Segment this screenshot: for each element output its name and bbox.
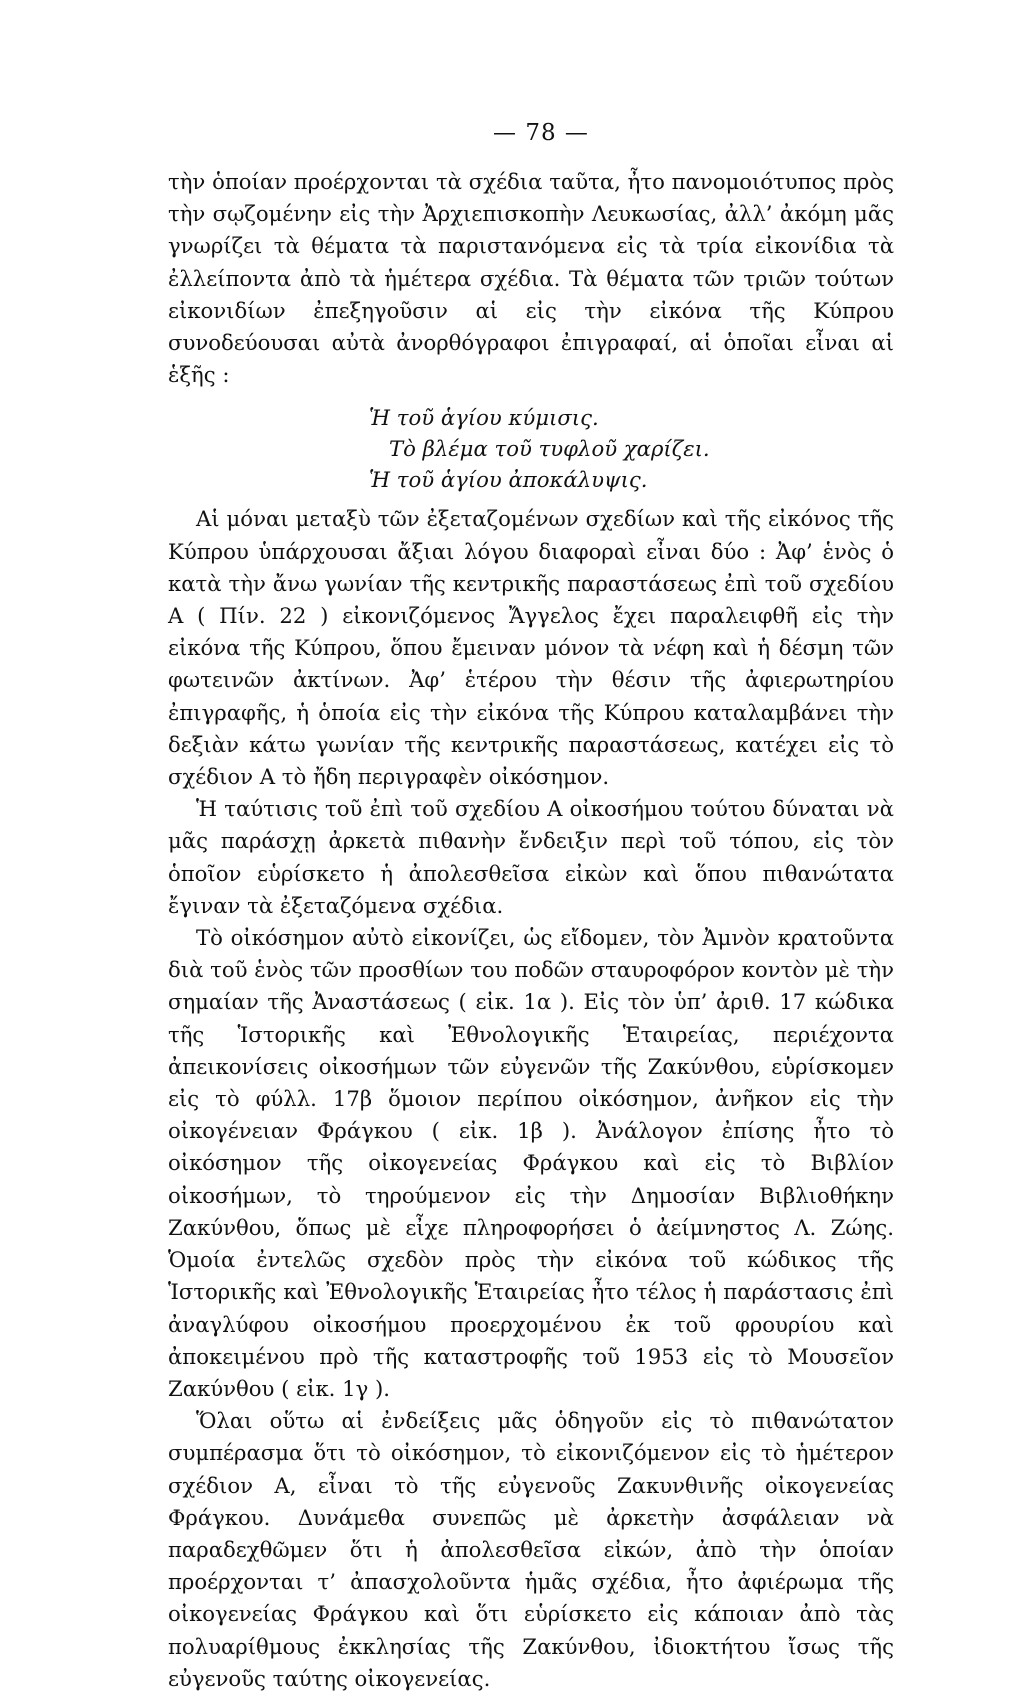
paragraph-1: τὴν ὁποίαν προέρχονται τὰ σχέδια ταῦτα, ἦτο πανομοιότυπος πρὸς τὴν σῳζομένην εἰς τὴν Ἀρχιεπισκοπὴν Λευκωσίας, ἀλλ’ ἀκόμη μᾶς γνωρίζει τὰ θέματα τὰ παριστανόμενα εἰς τὰ τρία εἰκονίδια τὰ ἐλλείποντα ἀπὸ τὰ ἡμέτερα σχέδια. Τὰ θέματα τῶν τριῶν τούτων εἰκονιδίων ἐπεξηγοῦσιν αἱ εἰς τὴν εἰκόνα τῆς Κύπρου συνοδεύουσαι αὐτὰ ἀνορθόγραφοι ἐπιγραφαί, αἱ ὁποῖαι εἶναι αἱ ἑξῆς :	[168, 169, 894, 388]
paragraph-3: Ἡ ταύτισις τοῦ ἐπὶ τοῦ σχεδίου Α οἰκοσήμου τούτου δύναται νὰ μᾶς παράσχῃ ἀρκετὰ πιθανὴν ἔνδειξιν περὶ τοῦ τόπου, εἰς τὸν ὁποῖον εὑρίσκετο ἡ ἀπολεσθεῖσα εἰκὼν καὶ ὅπου πιθανώτατα ἔγιναν τὰ ἐξεταζόμενα σχέδια.	[168, 796, 894, 918]
inscription-3: Ἡ τοῦ ἁγίου ἀποκάλυψις.	[369, 467, 648, 493]
inscription-2: Τὸ βλέμα τοῦ τυφλοῦ χαρίζει.	[389, 436, 710, 462]
paragraph-2: Αἱ μόναι μεταξὺ τῶν ἐξεταζομένων σχεδίων καὶ τῆς εἰκόνος τῆς Κύπρου ὑπάρχουσαι ἄξιαι λόγου διαφοραὶ εἶναι δύο : Ἀφ’ ἑνὸς ὁ κατὰ τὴν ἄνω γωνίαν τῆς κεντρικῆς παραστάσεως ἐπὶ τοῦ σχεδίου Α ( Πίν. 22 ) εἰκονιζόμενος Ἄγγελος ἔχει παραλειφθῆ εἰς τὴν εἰκόνα τῆς Κύπρου, ὅπου ἔμειναν μόνον τὰ νέφη καὶ ἡ δέσμη τῶν φωτεινῶν ἀκτίνων. Ἀφ’ ἑτέρου τὴν θέσιν τῆς ἀφιερωτηρίου ἐπιγραφῆς, ἡ ὁποία εἰς τὴν εἰκόνα τῆς Κύπρου καταλαμβάνει τὴν δεξιὰν κάτω γωνίαν τῆς κεντρικῆς παραστάσεως, κατέχει εἰς τὸ σχέδιον Α τὸ ἤδη περιγραφὲν οἰκόσημον.	[168, 506, 894, 790]
paragraph-5: Ὅλαι οὕτω αἱ ἐνδείξεις μᾶς ὁδηγοῦν εἰς τὸ πιθανώτατον συμπέρασμα ὅτι τὸ οἰκόσημον, τὸ εἰκονιζόμενον εἰς τὸ ἡμέτερον σχέδιον Α, εἶναι τὸ τῆς εὐγενοῦς Ζακυνθινῆς οἰκογενείας Φράγκου. Δυνάμεθα συνεπῶς μὲ ἀρκετὴν ἀσφάλειαν νὰ παραδεχθῶμεν ὅτι ἡ ἀπολεσθεῖσα εἰκών, ἀπὸ τὴν ὁποίαν προέρχονται τ’ ἀπασχολοῦντα ἡμᾶς σχέδια, ἦτο ἀφιέρωμα τῆς οἰκογενείας Φράγκου καὶ ὅτι εὑρίσκετο εἰς κάποιαν ἀπὸ τὰς πολυαρίθμους ἐκκλησίας τῆς Ζακύνθου, ἰδιοκτήτου ἴσως τῆς εὐγενοῦς ταύτης οἰκογενείας.	[168, 1408, 894, 1691]
inscription-1: Ἡ τοῦ ἁγίου κύμισις.	[369, 405, 599, 431]
book-page	[168, 120, 894, 1695]
paragraph-4: Τὸ οἰκόσημον αὐτὸ εἰκονίζει, ὡς εἴδομεν, τὸν Ἀμνὸν κρατοῦντα διὰ τοῦ ἑνὸς τῶν προσθίων του ποδῶν σταυροφόρον κοντὸν μὲ τὴν σημαίαν τῆς Ἀναστάσεως ( εἰκ. 1α ). Εἰς τὸν ὑπ’ ἀριθ. 17 κώδικα τῆς Ἱστορικῆς καὶ Ἐθνολογικῆς Ἑταιρείας, περιέχοντα ἀπεικονίσεις οἰκοσήμων τῶν εὐγενῶν τῆς Ζακύνθου, εὑρίσκομεν εἰς τὸ φύλλ. 17β ὅμοιον περίπου οἰκόσημον, ἀνῆκον εἰς τὴν οἰκογένειαν Φράγκου ( εἰκ. 1β ). Ἀνάλογον ἐπίσης ἦτο τὸ οἰκόσημον τῆς οἰκογενείας Φράγκου καὶ εἰς τὸ Βιβλίον οἰκοσήμων, τὸ τηρούμενον εἰς τὴν Δημοσίαν Βιβλιοθήκην Ζακύνθου, ὅπως μὲ εἶχε πληροφορήσει ὁ ἀείμνηστος Λ. Ζώης. Ὁμοία ἐντελῶς σχεδὸν πρὸς τὴν εἰκόνα τοῦ κώδικος τῆς Ἱστορικῆς καὶ Ἐθνολογικῆς Ἑταιρείας ἦτο τέλος ἡ παράστασις ἐπὶ ἀναγλύφου οἰκοσήμου προερχομένου ἐκ τοῦ φρουρίου καὶ ἀποκειμένου πρὸ τῆς καταστροφῆς τοῦ 1953 εἰς τὸ Μουσεῖον Ζακύνθου ( εἰκ. 1γ ).	[168, 925, 894, 1401]
inscriptions-list	[168, 402, 894, 495]
page-number: — 78 —	[493, 120, 589, 146]
